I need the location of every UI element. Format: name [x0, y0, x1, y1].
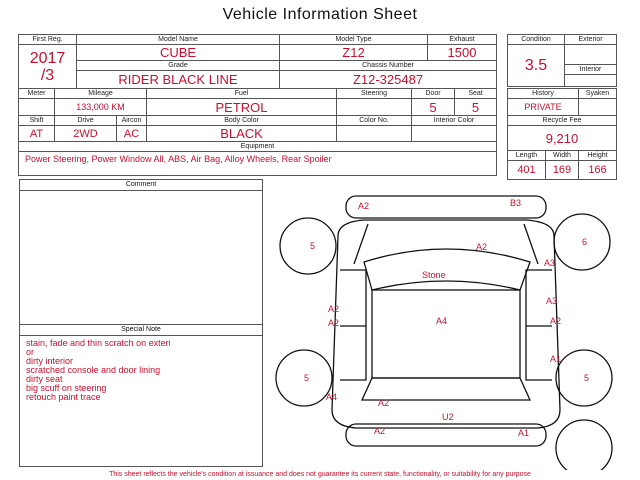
recycle-fee-value: 9,210 [508, 126, 617, 151]
chassis-number-label: Chassis Number [280, 61, 497, 71]
history-value: PRIVATE [508, 99, 579, 116]
special-note-line: dirty interior [26, 356, 74, 366]
chassis-number-value: Z12-325487 [280, 71, 497, 89]
special-note-line: dirty seat [26, 374, 63, 384]
meter-value [19, 99, 55, 116]
mark-front-top: A2 [358, 201, 370, 211]
shift-label: Shift [19, 116, 55, 126]
exhaust-label: Exhaust [428, 35, 497, 45]
mark-right-front-door: A3 [546, 296, 558, 306]
vehicle-id-table [18, 34, 497, 89]
steering-value [337, 99, 412, 116]
meter-label: Meter [19, 89, 55, 99]
right-side-outline [526, 270, 552, 380]
exhaust-value: 1500 [428, 45, 497, 61]
rear-window-outline [362, 378, 530, 400]
drive-label: Drive [55, 116, 117, 126]
condition-label: Condition [508, 35, 565, 45]
body-color-label: Body Color [147, 116, 337, 126]
mark-wheel-front-right: 6 [582, 237, 588, 247]
mark-left-door-lower: A2 [328, 318, 340, 328]
sheet-title: Vehicle Information Sheet [222, 6, 418, 23]
color-no-value [337, 126, 412, 142]
length-label: Length [508, 151, 546, 161]
mark-right-door-lower: A2 [550, 316, 562, 326]
model-type-value: Z12 [280, 45, 428, 61]
special-note-panel [19, 324, 263, 467]
interior-value [565, 75, 617, 87]
special-note-line: retouch paint trace [26, 392, 101, 402]
fuel-label: Fuel [147, 89, 337, 99]
windshield-outline [364, 249, 530, 290]
model-type-label: Model Type [280, 35, 428, 45]
special-note-line: scratched console and door lining [26, 365, 161, 375]
interior-color-value [412, 126, 497, 142]
mark-front-right: B3 [510, 198, 522, 208]
special-note-line: or [26, 347, 35, 357]
comment-text [20, 191, 262, 197]
mark-rear-top: A2 [378, 398, 390, 408]
seat-label: Seat [455, 89, 497, 99]
interior-color-label: Interior Color [412, 116, 497, 126]
mark-rear-bumper-left: A2 [374, 426, 386, 436]
mark-wheel-rear-left: 5 [304, 373, 310, 383]
specs-table [18, 88, 497, 176]
special-note-line: big scuff on steering [26, 383, 107, 393]
width-label: Width [546, 151, 579, 161]
model-name-label: Model Name [77, 35, 280, 45]
left-side-outline [340, 270, 366, 380]
condition-value: 3.5 [508, 45, 565, 87]
mark-hood: A2 [476, 242, 488, 252]
mark-windshield: Stone [422, 270, 446, 280]
first-reg-value: 2017 /3 [19, 45, 77, 89]
door-value: 5 [412, 99, 455, 116]
spare-wheel-outline [556, 420, 612, 470]
exterior-value [565, 45, 617, 65]
special-note-line: stain, fade and thin scratch on exteri [26, 338, 171, 348]
height-value: 166 [579, 161, 617, 180]
drive-value: 2WD [55, 126, 117, 142]
equipment-label: Equipment [19, 142, 497, 152]
aircon-value: AC [117, 126, 147, 142]
mark-rear-center: U2 [442, 412, 454, 422]
disclaimer-footer: This sheet reflects the vehicle's condition at issuance and does not guarantee its current state, functionality, or suitability for any purpose [109, 471, 531, 478]
mark-left-rear-corner: A4 [326, 392, 338, 402]
syaken-value [579, 99, 617, 116]
equipment-value: Power Steering, Power Window All, ABS, Air Bag, Alloy Wheels, Rear Spoiler [19, 152, 497, 176]
mark-rear-bumper-right: A1 [518, 428, 530, 438]
syaken-label: Syaken [579, 89, 617, 99]
aircon-label: Aircon [117, 116, 147, 126]
history-label: History [508, 89, 579, 99]
mileage-label: Mileage [55, 89, 147, 99]
grade-label: Grade [77, 61, 280, 71]
height-label: Height [579, 151, 617, 161]
mark-roof: A4 [436, 316, 448, 326]
length-value: 401 [508, 161, 546, 180]
mileage-value: 133,000 KM [55, 99, 147, 116]
first-reg-label: First Reg. [19, 35, 77, 45]
comment-label: Comment [20, 180, 262, 191]
hood-lines [354, 224, 538, 264]
exterior-label: Exterior [565, 35, 617, 45]
car-damage-diagram [268, 178, 618, 470]
seat-value: 5 [455, 99, 497, 116]
mark-wheel-rear-right: 5 [584, 373, 590, 383]
steering-label: Steering [337, 89, 412, 99]
body-color-value: BLACK [147, 126, 337, 142]
comment-panel [19, 179, 263, 325]
interior-label: Interior [565, 65, 617, 75]
mark-wheel-front-left: 5 [310, 241, 316, 251]
special-note-label: Special Note [20, 325, 262, 336]
fuel-value: PETROL [147, 99, 337, 116]
width-value: 169 [546, 161, 579, 180]
mark-left-door-upper: A2 [328, 304, 340, 314]
mark-right-rear-door: A1 [550, 354, 562, 364]
history-table [507, 88, 617, 180]
color-no-label: Color No. [337, 116, 412, 126]
door-label: Door [412, 89, 455, 99]
special-note-list [20, 336, 262, 405]
condition-table [507, 34, 617, 87]
shift-value: AT [19, 126, 55, 142]
roof-outline [372, 290, 520, 378]
recycle-fee-label: Recycle Fee [508, 116, 617, 126]
wheel-front-left-outline [280, 218, 336, 274]
model-name-value: CUBE [77, 45, 280, 61]
grade-value: RIDER BLACK LINE [77, 71, 280, 89]
mark-right-fender: A3 [544, 258, 556, 268]
